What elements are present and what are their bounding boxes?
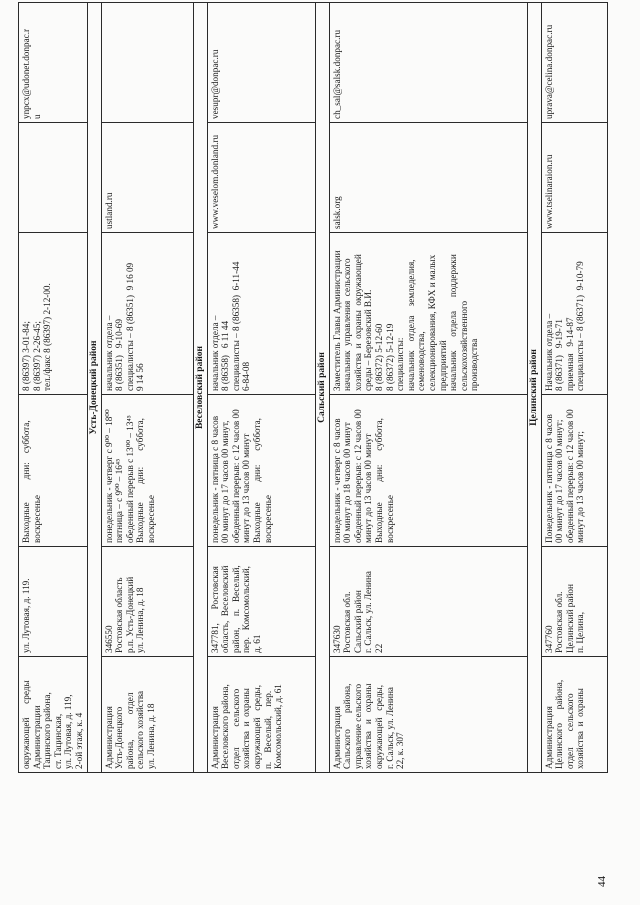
cell-line: район, п. Веселый, <box>230 565 241 653</box>
cell-line: www.tselinaraion.ru <box>543 154 554 229</box>
cell-line: пятница – с 9⁰⁰ – 16⁴⁵ <box>114 458 125 543</box>
cell-line: 8 (86351) 9-10-69 <box>114 319 125 391</box>
cell-line: понедельник - четверг с 9⁰⁰ – 18⁰⁰ <box>103 409 114 543</box>
phones-cell <box>541 233 607 395</box>
cell-line: понедельник - пятница с 8 часов <box>209 415 220 543</box>
contacts-table <box>18 2 608 773</box>
cell-line: Выходные дни: суббота, <box>251 418 262 543</box>
cell-line: хозяйства и охраны окружающей <box>352 254 363 391</box>
cell-line: специалисты: <box>395 337 406 391</box>
cell-line: окружающей среды, <box>251 684 262 769</box>
hours-cell <box>207 395 315 547</box>
website-cell <box>207 123 315 233</box>
cell-line: 347781, Ростовская <box>209 566 220 653</box>
email-cell <box>101 3 193 123</box>
cell-line: Администрация <box>543 706 554 769</box>
cell-line: область, Веселовский <box>220 565 231 653</box>
cell-line: управление сельского <box>352 683 363 769</box>
cell-line: 8 (86372) 5-12-60 <box>373 323 384 391</box>
cell-line: ул. Ленина, д. 18 <box>145 703 156 769</box>
page-number: 44 <box>596 876 608 887</box>
org-cell <box>207 657 315 773</box>
cell-line: п. Веселый, пер. <box>262 690 273 769</box>
cell-line: Усть-Донецкого <box>114 706 125 769</box>
cell-line: производства <box>469 338 480 391</box>
cell-line: минут до 13 часов 00 минут <box>241 433 252 543</box>
contacts-table-body <box>19 3 608 773</box>
website-cell <box>329 123 527 233</box>
org-cell <box>19 657 88 773</box>
cell-line: семеноводства, <box>416 331 427 391</box>
cell-line: Администрация <box>103 706 114 769</box>
cell-line: г. Сальск, ул. Ленина <box>384 687 395 769</box>
address-cell <box>19 547 88 657</box>
cell-line: 8 (86397) 2-26-45; <box>31 321 42 391</box>
cell-line: Заместитель Главы Администрации <box>331 250 342 391</box>
cell-line: Администрация <box>331 706 342 769</box>
cell-line: upravа@celina.donpac.ru <box>543 24 554 119</box>
phones-cell <box>329 233 527 395</box>
cell-line: ст. Тацинская, <box>52 713 63 769</box>
cell-line: начальник отдела – <box>209 315 220 391</box>
table-row <box>207 3 315 773</box>
org-cell <box>541 657 607 773</box>
cell-line: Тацинского района, <box>42 692 53 769</box>
table-row <box>329 3 527 773</box>
district-name: Веселовский район <box>193 3 207 773</box>
cell-line: сельскохозяйственного <box>458 300 469 391</box>
cell-line: ул. Лутовая, д. 119. <box>21 578 31 653</box>
cell-line: Понедельник - пятница с 8 часов <box>543 414 554 543</box>
cell-line: начальник отдела – <box>103 315 114 391</box>
table-row <box>19 3 88 773</box>
cell-line: ул. Ленина, д. 18 <box>135 587 146 653</box>
cell-line: сельского хозяйства <box>135 690 146 769</box>
address-cell <box>101 547 193 657</box>
cell-line: Веселовского района, <box>220 684 231 769</box>
cell-line: понедельник - четверг с 8 часов <box>331 418 342 543</box>
cell-line: Администрации <box>31 705 42 769</box>
cell-line: отдел сельского <box>564 693 575 769</box>
cell-line: отдел сельского <box>230 688 241 769</box>
district-name: Усть-Донецкий район <box>87 3 101 773</box>
cell-line: тел./факс 8 (86397) 2-12-00. <box>42 283 53 391</box>
cell-line: среды – Березовский В.И. <box>363 289 374 391</box>
cell-line: обеденный перерыв: с 12 часов 00 <box>352 409 363 543</box>
cell-line: 22, к. 307 <box>395 732 406 769</box>
hours-cell <box>329 395 527 547</box>
cell-line: хозяйства и охраны <box>575 688 586 769</box>
cell-line: начальник отдела поддержки <box>448 254 459 391</box>
email-cell <box>19 3 88 123</box>
cell-line: специалисты – 8 (86351) 9 16 09 <box>124 262 135 391</box>
address-cell <box>541 547 607 657</box>
cell-line: salsk.org <box>331 196 342 229</box>
cell-line: www.veselom.donland.ru <box>209 134 220 229</box>
website-cell <box>19 123 88 233</box>
cell-line: воскресенье <box>145 495 156 543</box>
cell-line: Комсомольский, д. 61 <box>273 684 284 769</box>
table-row <box>101 3 193 773</box>
cell-line: Ростовская область <box>114 577 125 653</box>
cell-line: воскресенье <box>384 495 395 543</box>
cell-line: обеденный перерыв: с 12 часов 00 <box>564 409 575 543</box>
org-cell <box>329 657 527 773</box>
district-row <box>87 3 101 773</box>
cell-line: 6-84-08 <box>241 361 252 391</box>
cell-line: 8 (86358) 6 11 44 <box>220 320 231 391</box>
district-name: Сальский район <box>315 3 329 773</box>
hours-cell <box>541 395 607 547</box>
cell-line: г. Сальск, ул. Ленина <box>363 571 374 653</box>
cell-line: 9 14 56 <box>135 363 146 391</box>
cell-line: 8 (86372) 5-12-19 <box>384 323 395 391</box>
district-row <box>315 3 329 773</box>
cell-line: предприятий <box>437 340 448 391</box>
cell-line: Выходные дни: суббота, <box>21 420 31 543</box>
cell-line: u <box>31 114 42 119</box>
table-row <box>541 3 607 773</box>
cell-line: 346550 <box>103 625 114 653</box>
cell-line: 00 минут до 17 часов 00 минут, <box>220 420 231 543</box>
cell-line: обеденный перерыв с 13⁰⁰ – 13⁴⁵ <box>124 415 135 543</box>
cell-line: начальник управления сельского <box>342 258 353 391</box>
cell-line: 8 (86397) 3-01-84; <box>21 321 31 391</box>
cell-line: 8 (86371) 9-19-71 <box>554 319 565 391</box>
email-cell <box>329 3 527 123</box>
hours-cell <box>101 395 193 547</box>
cell-line: 00 минут до 17 часов 00 минут; <box>554 419 565 543</box>
cell-line: ynpcx@udonet.donpac.r <box>21 28 31 119</box>
district-row <box>527 3 541 773</box>
org-cell <box>101 657 193 773</box>
cell-line: Сальский район <box>352 590 363 653</box>
cell-line: обеденный перерыв: с 12 часов 00 <box>230 409 241 543</box>
district-row <box>193 3 207 773</box>
cell-line: ch_sal@salsk.donpac.ru <box>331 29 342 119</box>
hours-cell <box>19 395 88 547</box>
cell-line: Ростовская обл. <box>554 591 565 653</box>
cell-line: Целинского района, <box>554 679 565 769</box>
cell-line: 00 минут до 18 часов 00 минут <box>342 422 353 543</box>
cell-line: специалисты – 8 (86371) 9-10-79 <box>575 261 586 391</box>
email-cell <box>541 3 607 123</box>
cell-line: ustland.ru <box>103 192 114 229</box>
cell-line: окружающей среды, <box>373 684 384 769</box>
cell-line: приемная 9-14-87 <box>564 317 575 391</box>
cell-line: пер. Комсомольский, <box>241 566 252 653</box>
address-cell <box>329 547 527 657</box>
address-cell <box>207 547 315 657</box>
phones-cell <box>101 233 193 395</box>
cell-line: 22 <box>373 643 384 653</box>
cell-line: Выходные дни: суббота, <box>373 418 384 543</box>
cell-line: Ростовская обл. <box>342 591 353 653</box>
cell-line: Целинский район <box>564 584 575 653</box>
cell-line: окружающей среды <box>21 680 31 769</box>
cell-line: специалисты – 8 (86358) 6-11-44 <box>230 261 241 391</box>
website-cell <box>541 123 607 233</box>
cell-line: селекционирования, КФХ и малых <box>426 254 437 391</box>
email-cell <box>207 3 315 123</box>
phones-cell <box>19 233 88 395</box>
cell-line: района, отдел <box>124 692 135 769</box>
district-name: Целинский район <box>527 3 541 773</box>
cell-line: воскресенье <box>262 495 273 543</box>
cell-line: Сальского района, <box>342 683 353 769</box>
cell-line: 347630 <box>331 625 342 653</box>
cell-line: п. Целина, <box>575 611 586 653</box>
cell-line: минут до 13 часов 00 минут; <box>575 431 586 543</box>
cell-line: хозяйства и охраны <box>363 683 374 769</box>
cell-line: воскресенье <box>31 495 42 543</box>
cell-line: р.п. Усть-Донецкий <box>124 576 135 653</box>
cell-line: д. 61 <box>251 634 262 653</box>
cell-line: 347760 <box>543 625 554 653</box>
cell-line: vesupr@donpac.ru <box>209 49 220 119</box>
cell-line: хозяйства и охраны <box>241 688 252 769</box>
cell-line: ул. Лутовая, д. 119, <box>63 694 74 769</box>
cell-line: начальник отдела земледелия, <box>405 259 416 391</box>
cell-line: Администрация <box>209 706 220 769</box>
cell-line: минут до 13 часов 00 минут <box>363 433 374 543</box>
cell-line: 2-ой этаж, к. 4 <box>73 712 84 769</box>
cell-line: Начальник отдела – <box>543 313 554 391</box>
website-cell <box>101 123 193 233</box>
cell-line: Выходные дни: суббота, <box>135 418 146 543</box>
phones-cell <box>207 233 315 395</box>
